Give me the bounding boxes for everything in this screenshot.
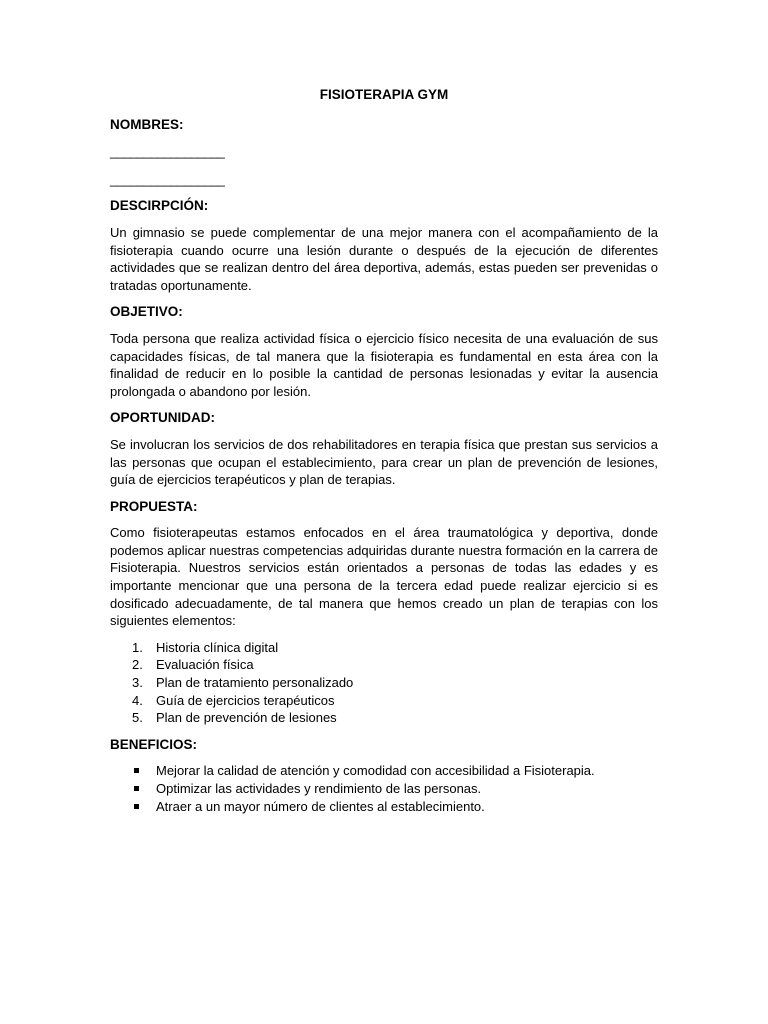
descripcion-paragraph: Un gimnasio se puede complementar de una mejor manera con el acompañamiento de la fisioterapia cuando ocurre una lesión durante o después de la ejecución de diferentes actividades que se realizan dentro del área deportiva, además, estas pueden ser prevenidas o tratadas oportunamente. xyxy=(110,224,658,293)
propuesta-heading: PROPUESTA: xyxy=(110,498,198,514)
list-item-text: Historia clínica digital xyxy=(156,639,279,655)
list-item xyxy=(110,692,658,710)
nombres-heading: NOMBRES: xyxy=(110,116,184,132)
objetivo-heading: OBJETIVO: xyxy=(110,304,183,320)
propuesta-paragraph: Como fisioterapeutas estamos enfocados en el área traumatológica y deportiva, donde podemos aplicar nuestras competencias adquiridas durante nuestra formación en la carrera de Fisioterapia. Nuestros servicios están orientados a personas de todas las edades y es importante mencionar que una persona de la tercera edad puede realizar ejercicio si es dosificado adecuadamente, de tal manera que hemos creado un plan de terapias con los siguientes elementos: xyxy=(110,525,658,629)
bullet-text: Atraer a un mayor número de clientes al establecimiento. xyxy=(156,798,485,814)
objetivo-paragraph: Toda persona que realiza actividad física o ejercicio físico necesita de una evaluación de sus capacidades físicas, de tal manera que la fisioterapia es fundamental en esta área con la finalidad de reducir en lo posible la cantidad de personas lesionadas y evitar la ausencia prolongada o abandono por lesión. xyxy=(110,330,658,399)
list-item xyxy=(110,674,658,692)
list-item-text: Plan de tratamiento personalizado xyxy=(156,675,354,691)
document-title: FISIOTERAPIA GYM xyxy=(319,87,449,102)
list-item-text: Guía de ejercicios terapéuticos xyxy=(156,692,335,708)
list-item xyxy=(110,709,658,727)
bullet-item xyxy=(110,780,658,798)
bullet-item xyxy=(110,762,658,780)
document-body xyxy=(110,86,658,815)
square-bullet-icon xyxy=(134,786,139,791)
nombre-blank-line-1: _________________ xyxy=(110,144,225,160)
square-bullet-icon xyxy=(134,804,139,809)
list-item xyxy=(110,639,658,657)
list-number: 4. xyxy=(132,692,143,708)
oportunidad-heading: OPORTUNIDAD: xyxy=(110,410,215,426)
list-number: 2. xyxy=(132,657,143,673)
list-item-text: Evaluación física xyxy=(156,657,254,673)
oportunidad-paragraph: Se involucran los servicios de dos rehabilitadores en terapia física que prestan sus servicios a las personas que ocupan el establecimiento, para crear un plan de prevención de lesiones, guía de ejercicios terapéuticos y plan de terapias. xyxy=(110,436,658,488)
bullet-item xyxy=(110,798,658,816)
square-bullet-icon xyxy=(134,768,139,773)
list-number: 3. xyxy=(132,675,143,691)
nombre-blank-line-2: _________________ xyxy=(110,171,225,187)
list-item-text: Plan de prevención de lesiones xyxy=(156,710,337,726)
bullet-text: Optimizar las actividades y rendimiento de las personas. xyxy=(156,781,482,796)
beneficios-list xyxy=(110,762,658,815)
descripcion-heading: DESCIRPCIÓN: xyxy=(110,198,209,214)
list-number: 1. xyxy=(132,639,143,655)
list-item xyxy=(110,656,658,674)
elementos-list xyxy=(110,639,658,727)
bullet-text: Mejorar la calidad de atención y comodidad con accesibilidad a Fisioterapia. xyxy=(156,763,595,779)
beneficios-heading: BENEFICIOS: xyxy=(110,736,198,752)
list-number: 5. xyxy=(132,710,143,726)
